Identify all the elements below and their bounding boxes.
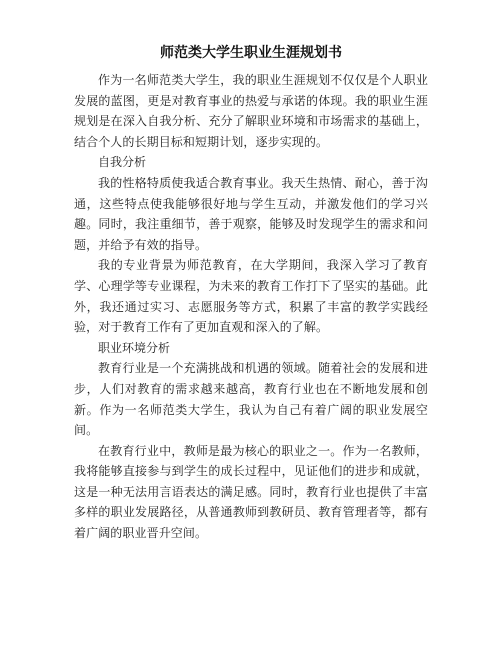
- document-page: [74, 42, 428, 544]
- paragraph-industry: 教育行业是一个充满挑战和机遇的领域。随着社会的发展和进步，人们对教育的需求越来越高，教育行业也在不断地发展和创新。作为一名师范类大学生，我认为自己有着广阔的职业发展空间。: [74, 361, 428, 438]
- section-heading-self-analysis: 自我分析: [98, 155, 147, 170]
- paragraph-teacher-role: 在教育行业中，教师是最为核心的职业之一。作为一名教师，我将能够直接参与到学生的成长过程中，见证他们的进步和成就，这是一种无法用言语表达的满足感。同时，教育行业也提供了丰富多样的职业发展路径，从普通教师到教研员、教育管理者等，都有着广阔的职业晋升空间。: [74, 443, 428, 541]
- paragraph-background: 我的专业背景为师范教育，在大学期间，我深入学习了教育学、心理学等专业课程，为未来的教育工作打下了坚实的基础。此外，我还通过实习、志愿服务等方式，积累了丰富的教学实践经验，对于教育工作有了更加直观和深入的了解。: [74, 258, 428, 335]
- section-heading-environment: 职业环境分析: [98, 340, 171, 355]
- paragraph-personality: 我的性格特质使我适合教育事业。我天生热情、耐心，善于沟通，这些特点使我能够很好地与学生互动，并激发他们的学习兴趣。同时，我注重细节，善于观察，能够及时发现学生的需求和问题，并给予有效的指导。: [74, 175, 428, 252]
- document-title: 师范类大学生职业生涯规划书: [160, 45, 342, 61]
- paragraph-intro: 作为一名师范类大学生，我的职业生涯规划不仅仅是个人职业发展的蓝图，更是对教育事业的热爱与承诺的体现。我的职业生涯规划是在深入自我分析、充分了解职业环境和市场需求的基础上，结合个人的长期目标和短期计划，逐步实现的。: [74, 73, 428, 149]
